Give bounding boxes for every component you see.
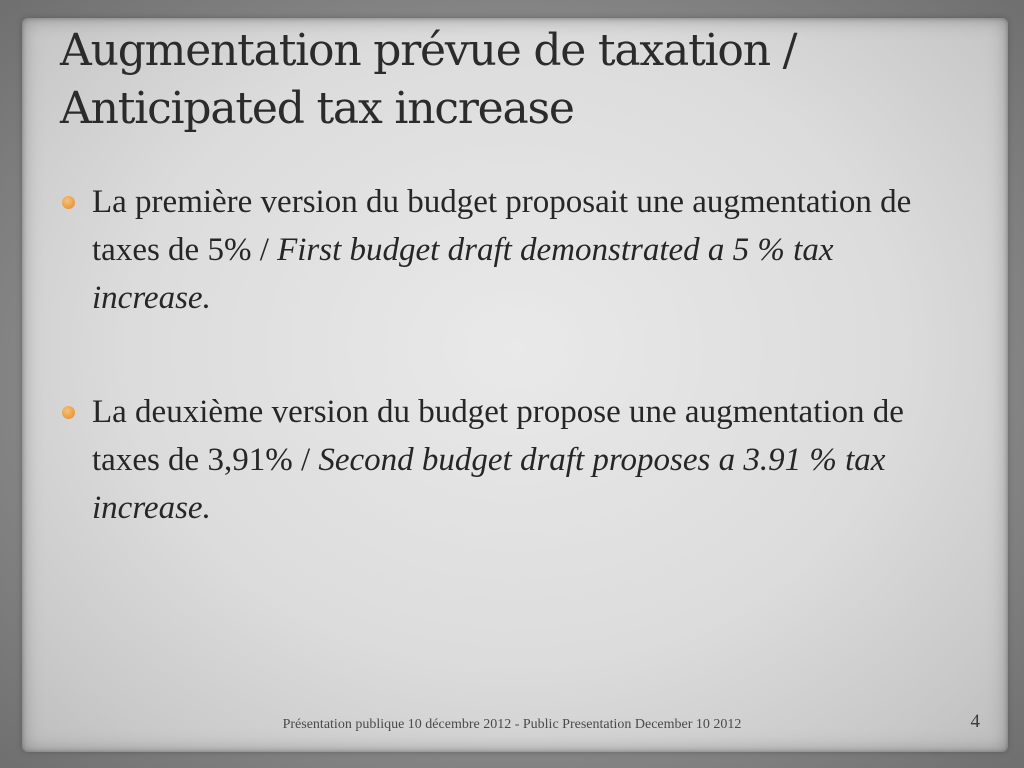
title-line-2: Anticipated tax increase [60,83,574,134]
page-number: 4 [970,711,980,732]
slide-title [60,22,960,138]
bullet-2-text-en: Second budget draft proposes a 3.91 % tax increase. [92,442,886,526]
slide-footer: Présentation publique 10 décembre 2012 - Public Presentation December 10 2012 [282,717,742,732]
bullet-item-1 [60,178,940,322]
bullet-dot-icon [62,196,75,209]
bullet-2-text-fr: La deuxième version du budget propose une augmentation de taxes de 3,91% / [92,394,904,478]
bullet-dot-icon [62,406,75,419]
bullet-1-text-fr: La première version du budget proposait une augmentation de taxes de 5% / [92,184,912,268]
bullet-1-text-en: First budget draft demonstrated a 5 % tax increase. [92,232,834,316]
title-line-1: Augmentation prévue de taxation / [60,25,797,76]
bullet-list [60,178,940,532]
bullet-item-2 [60,388,940,532]
